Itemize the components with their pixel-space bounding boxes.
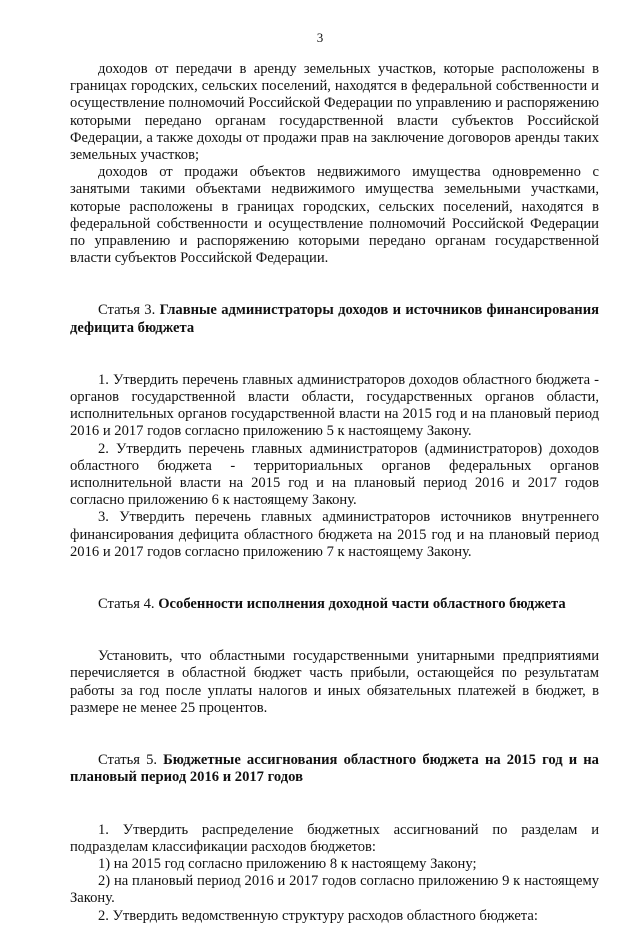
- article-heading: [70, 752, 599, 786]
- paragraph: доходов от продажи объектов недвижимого имущества одновременно с занятыми такими объектами недвижимого имущества земельными участками, которые расположены в границах городских, сельских поселений, находятся в федеральной собственности и осуществление полномочий Российской Федерации по управлению и распоряжению которыми передано органам государственной власти субъектов Российской Федерации.: [70, 164, 599, 267]
- article-heading: [70, 596, 599, 613]
- article-title: Бюджетные ассигнования областного бюджета на 2015 год и на плановый период 2016 и 2017 годов: [70, 752, 599, 786]
- paragraph: 1. Утвердить перечень главных администраторов доходов областного бюджета - органов государственной власти области, государственных органов области, исполнительных органов государственной власти на 2015 год и на плановый период 2016 и 2017 годов согласно приложению 5 к настоящему Закону.: [70, 371, 599, 440]
- article-label: Статья 4.: [98, 596, 155, 613]
- paragraph: 3. Утвердить перечень главных администраторов источников внутреннего финансирования дефицита областного бюджета на 2015 год и на плановый период 2016 и 2017 годов согласно приложению 7 к настоящему Закону.: [70, 509, 599, 560]
- paragraph: Установить, что областными государственными унитарными предприятиями перечисляется в областной бюджет часть прибыли, остающейся по результатам работы за год после уплаты налогов и иных обязательных платежей в бюджет, в размере не менее 25 процентов.: [70, 648, 599, 716]
- paragraph: 1. Утвердить распределение бюджетных ассигнований по разделам и подразделам классификации расходов бюджетов:: [70, 821, 599, 855]
- article-label: Статья 3.: [98, 302, 156, 319]
- paragraph: 2. Утвердить перечень главных администраторов (администраторов) доходов областного бюджета - территориальных органов федеральных органов исполнительной власти на 2015 год и на плановый период 2016 и 2017 годов согласно приложению 6 к настоящему Закону.: [70, 440, 599, 509]
- paragraph: 1) на 2015 год согласно приложению 8 к настоящему Закону;: [98, 855, 477, 872]
- paragraph: 2) на плановый период 2016 и 2017 годов согласно приложению 9 к настоящему Закону.: [70, 873, 599, 907]
- article-title: Особенности исполнения доходной части областного бюджета: [158, 596, 566, 613]
- article-heading: [70, 302, 599, 336]
- document-body: [70, 61, 599, 925]
- article-label: Статья 5.: [98, 752, 158, 769]
- page-number: 3: [316, 30, 324, 45]
- paragraph: 2. Утвердить ведомственную структуру расходов областного бюджета:: [98, 907, 538, 924]
- article-title: Главные администраторы доходов и источников финансирования дефицита бюджета: [70, 302, 599, 336]
- paragraph: доходов от передачи в аренду земельных участков, которые расположены в границах городских, сельских поселений, находятся в федеральной собственности и осуществление полномочий Российской Федерации по управлению и распоряжению которыми передано органам государственной власти субъектов Российской Федерации, а также доходы от продажи прав на заключение договоров аренды таких земельных участков;: [70, 61, 599, 164]
